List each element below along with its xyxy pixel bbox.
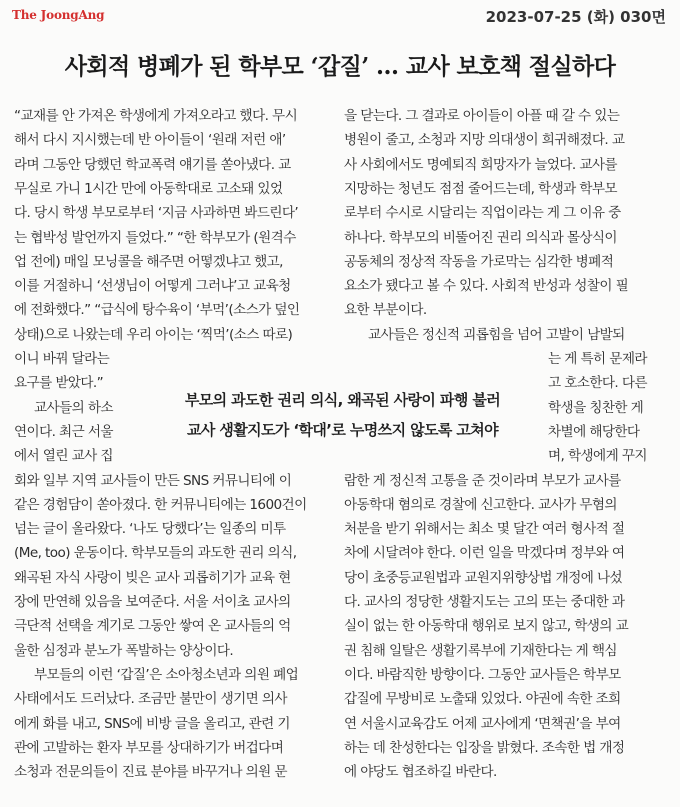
- body-text-line: 에 전화했다.” “급식에 탕수육이 ‘부먹’(소스가 덮인: [14, 302, 300, 319]
- body-text-line: 사 사회에서도 명예퇴직 희망자가 늘었다. 교사를: [344, 156, 617, 173]
- body-text-line: 업 전에) 매일 모닝콜을 해주면 어떻겠냐고 했고,: [14, 253, 283, 270]
- body-text-line: 다. 당시 학생 부모로부터 ‘지금 사과하면 봐드린다’: [14, 205, 299, 222]
- body-text-line: 실이 없는 한 아동학대 행위로 보지 않고, 학생의 교: [344, 618, 629, 635]
- body-text-line: 소청과 전문의들이 진료 분야를 바꾸거나 의원 문: [14, 764, 287, 781]
- body-text-line: 이다. 바람직한 방향이다. 그동안 교사들은 학부모: [344, 666, 621, 683]
- body-text-line: 학생을 칭찬한 게: [548, 399, 644, 416]
- article-title: 사회적 병폐가 된 학부모 ‘갑질’ … 교사 보호책 절실하다: [64, 53, 616, 80]
- body-text-line: 같은 경험담이 쏟아졌다. 한 커뮤니티에는 1600건이: [14, 496, 307, 513]
- body-text-line: 로부터 수시로 시달리는 직업이라는 게 그 이유 중: [344, 205, 621, 222]
- body-text-line: 이를 거절하니 ‘선생님이 어떻게 그러냐’고 교육청: [14, 278, 291, 295]
- body-text-line: 는 게 특히 문제라: [548, 351, 647, 367]
- body-text-line: 하는 데 찬성한다는 입장을 밝혔다. 조속한 법 개정: [344, 739, 625, 756]
- body-text-line: 연 서울시교육감도 어제 교사에게 ‘면책권’을 부여: [344, 715, 621, 732]
- body-text-line: 처분을 받기 위해서는 최소 몇 달간 여러 형사적 절: [344, 521, 625, 538]
- body-text-line: 하나다. 학부모의 비뚤어진 권리 의식과 몰상식이: [344, 229, 617, 246]
- body-text-line: 장에 만연해 있음을 보여준다. 서울 서이초 교사의: [14, 594, 291, 610]
- body-text-line: 부모들의 이런 ‘갑질’은 소아청소년과 의원 폐업: [34, 666, 299, 683]
- body-text-line: 넘는 글이 올라왔다. ‘나도 당했다’는 일종의 미투: [14, 521, 286, 538]
- body-text-line: (Me, too) 운동이다. 학부모들의 과도한 권리 의식,: [14, 545, 297, 562]
- body-text-line: 요한 부분이다.: [344, 302, 427, 319]
- body-text-line: 에 야당도 협조하길 바란다.: [344, 764, 497, 781]
- body-text-line: 요구를 받았다.”: [14, 375, 104, 392]
- body-text-line: 교사들은 정신적 괴롭힘을 넘어 고발이 남발되: [368, 326, 625, 343]
- body-text-line: 이니 바꿔 달라는: [14, 351, 110, 367]
- pull-quote: [150, 383, 535, 449]
- body-text-line: 관에 고발하는 환자 부모를 상대하기가 버겁다며: [14, 739, 284, 756]
- body-text-line: 당이 초중등교원법과 교원지위향상법 개정에 나섰: [344, 569, 623, 586]
- body-text-line: 요소가 됐다고 볼 수 있다. 사회적 반성과 성찰이 필: [344, 278, 629, 295]
- body-text-line: 에게 화를 내고, SNS에 비방 글을 올리고, 관련 기: [14, 715, 290, 732]
- newspaper-logo: The JoongAng: [12, 8, 105, 22]
- body-text-line: 는 협박성 발언까지 들었다.” “한 학부모가 (원격수: [14, 229, 296, 246]
- body-text-line: “교재를 안 가져온 학생에게 가져오라고 했다. 무시: [14, 108, 298, 124]
- body-text-line: 아동학대 혐의로 경찰에 신고한다. 교사가 무혐의: [344, 496, 617, 513]
- body-text-line: 무실로 가니 1시간 만에 아동학대로 고소돼 있었: [14, 180, 283, 197]
- body-text-line: 차에 시달려야 한다. 이런 일을 막겠다며 정부와 여: [344, 545, 625, 562]
- body-text-line: 차별에 해당한다: [548, 423, 640, 440]
- body-text-line: 갑질에 무방비로 노출돼 있었다. 야권에 속한 조희: [344, 691, 621, 708]
- body-text-line: 다. 교사의 정당한 생활지도는 고의 또는 중대한 과: [344, 594, 625, 610]
- body-text-line: 공동체의 정상적 작동을 가로막는 심각한 병폐적: [344, 253, 614, 270]
- body-text-line: 교사들의 하소: [34, 399, 113, 416]
- body-text-line: 에서 열린 교사 집: [14, 448, 113, 465]
- body-text-line: 지망하는 청년도 점점 줄어드는데, 학생과 학부모: [344, 180, 617, 197]
- date-page-label: 2023-07-25 (화) 030면: [485, 8, 666, 26]
- body-text-line: 사태에서도 드러났다. 조금만 불만이 생기면 의사: [14, 691, 287, 708]
- body-text-line: 며, 학생에게 꾸지: [548, 448, 647, 465]
- body-text-line: 라며 그동안 당했던 학교폭력 얘기를 쏟아냈다. 교: [14, 156, 291, 173]
- body-text-line: 회와 일부 지역 교사들이 만든 SNS 커뮤니티에 이: [14, 472, 292, 489]
- body-text-line: 연이다. 최근 서울: [14, 423, 113, 440]
- body-text-line: 병원이 줄고, 소청과 지망 의대생이 희귀해졌다. 교: [344, 132, 625, 149]
- body-text-line: 람한 게 정신적 고통을 준 것이라며 부모가 교사를: [344, 472, 621, 489]
- body-text-line: 왜곡된 자식 사랑이 빚은 교사 괴롭히기가 교육 현: [14, 569, 291, 586]
- body-text-line: 울한 심정과 분노가 폭발하는 양상이다.: [14, 642, 234, 659]
- body-text-line: 상태)으로 나왔는데 우리 아이는 ‘찍먹’(소스 따로): [14, 326, 293, 343]
- body-text-line: 을 닫는다. 그 결과로 아이들이 아플 때 갈 수 있는: [344, 108, 620, 124]
- pull-quote-line-1: 부모의 과도한 권리 의식, 왜곡된 사랑이 파행 불러: [184, 391, 501, 409]
- body-text-line: 고 호소한다. 다른: [548, 375, 647, 392]
- pull-quote-line-2: 교사 생활지도가 ‘학대’로 누명쓰지 않도록 고쳐야: [186, 421, 499, 439]
- body-text-line: 권 침해 일탈은 생활기록부에 기재한다는 게 핵심: [344, 642, 617, 659]
- body-text-line: 극단적 선택을 계기로 그동안 쌓여 온 교사들의 억: [14, 618, 291, 635]
- page-header: [0, 0, 680, 34]
- body-text-line: 해서 다시 지시했는데 반 아이들이 ‘원래 저런 애’: [14, 132, 286, 149]
